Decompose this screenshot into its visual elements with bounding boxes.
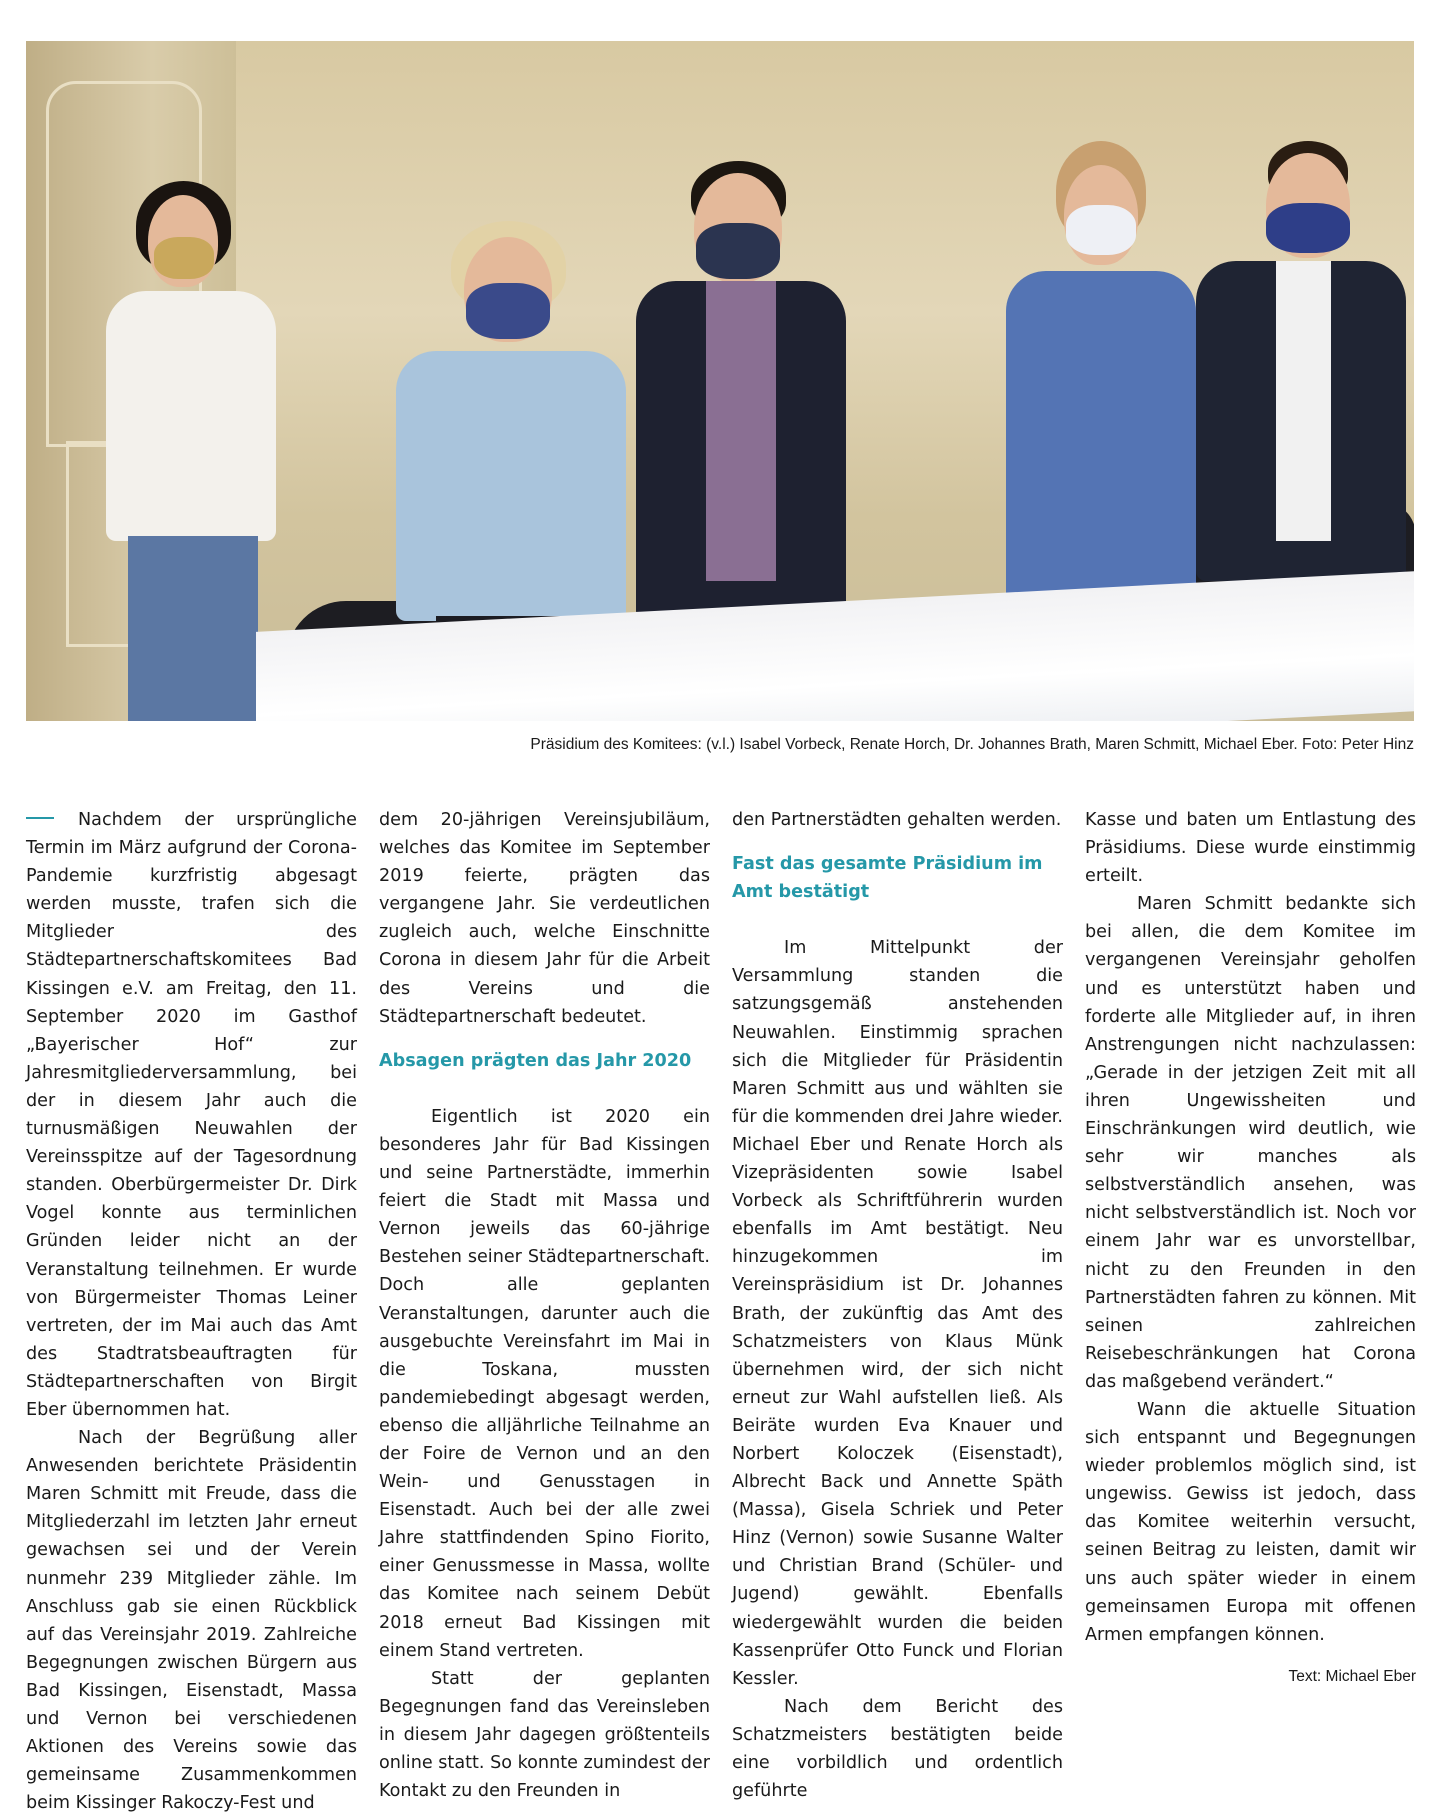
col1-paragraph-1: Nachdem der ursprüngliche Termin im März aufgrund der Corona-Pandemie kurzfristig abgesagt werden musste, trafen sich die Mitglieder des Städtepartnerschaftskomitees Bad Kissingen e.V. am Freitag, den 11. September 2020 im Gasthof „Bayerischer Hof“ zur Jahresmitgliederversammlung, bei der in diesem Jahr auch die turnusmäßigen Neuwahlen der Vereinsspitze auf der Tagesordnung standen. Oberbürgermeister Dr. Dirk Vogel konnte aus terminlichen Gründen leider nicht an der Veranstaltung teilnehmen. Er wurde von Bürgermeister Thomas Leiner vertreten, der im Mai auch das Amt des Stadtratsbeauftragten für Städtepartnerschaften von Birgit Eber übernommen hat. bbox=[26, 810, 357, 1420]
article-column-3 bbox=[732, 806, 1063, 1805]
col3-paragraph-3: Nach dem Bericht des Schatzmeisters bestätigten beide eine vorbildlich und ordentlich geführte bbox=[732, 1696, 1063, 1802]
col2-paragraph-3: Statt der geplanten Begegnungen fand das Vereinsleben in diesem Jahr dagegen größtenteils online statt. So konnte zumindest der Kontakt zu den Freunden in bbox=[379, 1668, 710, 1802]
article-column-4 bbox=[1085, 806, 1416, 1691]
photo-caption: Präsidium des Komitees: (v.l.) Isabel Vorbeck, Renate Horch, Dr. Johannes Brath, Maren Schmitt, Michael Eber. Foto: Peter Hinz bbox=[530, 736, 1414, 753]
text-credit: Text: Michael Eber bbox=[1288, 1667, 1416, 1685]
col2-paragraph-2: Eigentlich ist 2020 ein besonderes Jahr für Bad Kissingen und seine Partnerstädte, immerhin feiert die Stadt mit Massa und Vernon jeweils das 60-jährige Bestehen seiner Städtepartnerschaft. Doch alle geplanten Veranstaltungen, darunter auch die ausgebuchte Vereinsfahrt im Mai in die Toskana, mussten pandemiebedingt abgesagt werden, ebenso die alljährliche Teilnahme an der Foire de Vernon und an den Wein- und Genusstagen in Eisenstadt. Auch bei der alle zwei Jahre stattfindenden Spino Fiorito, einer Genussmesse in Massa, wollte das Komitee nach seinem Debüt 2018 erneut Bad Kissingen mit einem Stand vertreten. bbox=[379, 1106, 710, 1661]
subheading-praesidium: Fast das gesamte Präsidium im Amt bestätigt bbox=[732, 854, 1043, 903]
group-photo bbox=[26, 41, 1414, 721]
subheading-absagen: Absagen prägten das Jahr 2020 bbox=[379, 1050, 692, 1071]
article-column-1 bbox=[26, 806, 357, 1817]
lead-dash bbox=[26, 817, 54, 819]
col1-paragraph-2: Nach der Begrüßung aller Anwesenden berichtete Präsidentin Maren Schmitt mit Freude, dass die Mitgliederzahl im letzten Jahr erneut gewachsen sei und der Verein nunmehr 239 Mitglieder zähle. Im Anschluss gab sie einen Rückblick auf das Vereinsjahr 2019. Zahlreiche Begegnungen zwischen Bürgern aus Bad Kissingen, Eisenstadt, Massa und Vernon bei verschiedenen Aktionen des Vereins sowie das gemeinsame Zusammenkommen beim Kissinger Rakoczy-Fest und bbox=[26, 1428, 357, 1814]
article-body bbox=[26, 806, 1420, 1814]
article-column-2 bbox=[379, 806, 710, 1805]
col4-paragraph-3: Wann die aktuelle Situation sich entspannt und Begegnungen wieder problemlos möglich sind, ist ungewiss. Gewiss ist jedoch, dass das Komitee weiterhin versucht, seinen Beitrag zu leisten, damit wir uns auch später wieder in einem gemeinsamen Europa mit offenen Armen empfangen können. bbox=[1085, 1399, 1416, 1645]
col4-paragraph-1: Kasse und baten um Entlastung des Präsidiums. Diese wurde einstimmig erteilt. bbox=[1085, 810, 1416, 887]
col3-paragraph-2: Im Mittelpunkt der Versammlung standen die satzungsgemäß anstehenden Neuwahlen. Einstimmig sprachen sich die Mitglieder für Präsidentin Maren Schmitt aus und wählten sie für die kommenden drei Jahre wieder. Michael Eber und Renate Horch als Vizepräsidenten sowie Isabel Vorbeck als Schriftführerin wurden ebenfalls im Amt bestätigt. Neu hinzugekommen im Vereinspräsidium ist Dr. Johannes Brath, der zukünftig das Amt des Schatzmeisters von Klaus Münk übernehmen wird, der sich nicht erneut zur Wahl aufstellen ließ. Als Beiräte wurden Eva Knauer und Norbert Koloczek (Eisenstadt), Albrecht Back und Annette Späth (Massa), Gisela Schriek und Peter Hinz (Vernon) sowie Susanne Walter und Christian Brand (Schüler- und Jugend) gewählt. Ebenfalls wiedergewählt wurden die beiden Kassenprüfer Otto Funck und Florian Kessler. bbox=[732, 938, 1063, 1689]
col4-paragraph-2: Maren Schmitt bedankte sich bei allen, die dem Komitee im vergangenen Vereinsjahr geholfen und es unterstützt haben und forderte alle Mitglieder auf, in ihren Anstrengungen nicht nachzulassen: „Gerade in der jetzigen Zeit mit all ihren Ungewissheiten und Einschränkungen wird deutlich, wie sehr wir manches als selbstverständlich ansehen, was nicht selbstverständlich ist. Noch vor einem Jahr war es unvorstellbar, nicht zu den Freunden in den Partnerstädten fahren zu können. Mit seinen zahlreichen Reisebeschränkungen hat Corona das maßgebend verändert.“ bbox=[1085, 894, 1416, 1392]
col2-paragraph-1: dem 20-jährigen Vereinsjubiläum, welches das Komitee im September 2019 feierte, prägten das vergangene Jahr. Sie verdeutlichen zugleich auch, welche Einschnitte Corona in diesem Jahr für die Arbeit des Vereins und die Städtepartnerschaft bedeutet. bbox=[379, 810, 710, 1027]
col3-paragraph-1: den Partnerstädten gehalten werden. bbox=[732, 810, 1062, 830]
